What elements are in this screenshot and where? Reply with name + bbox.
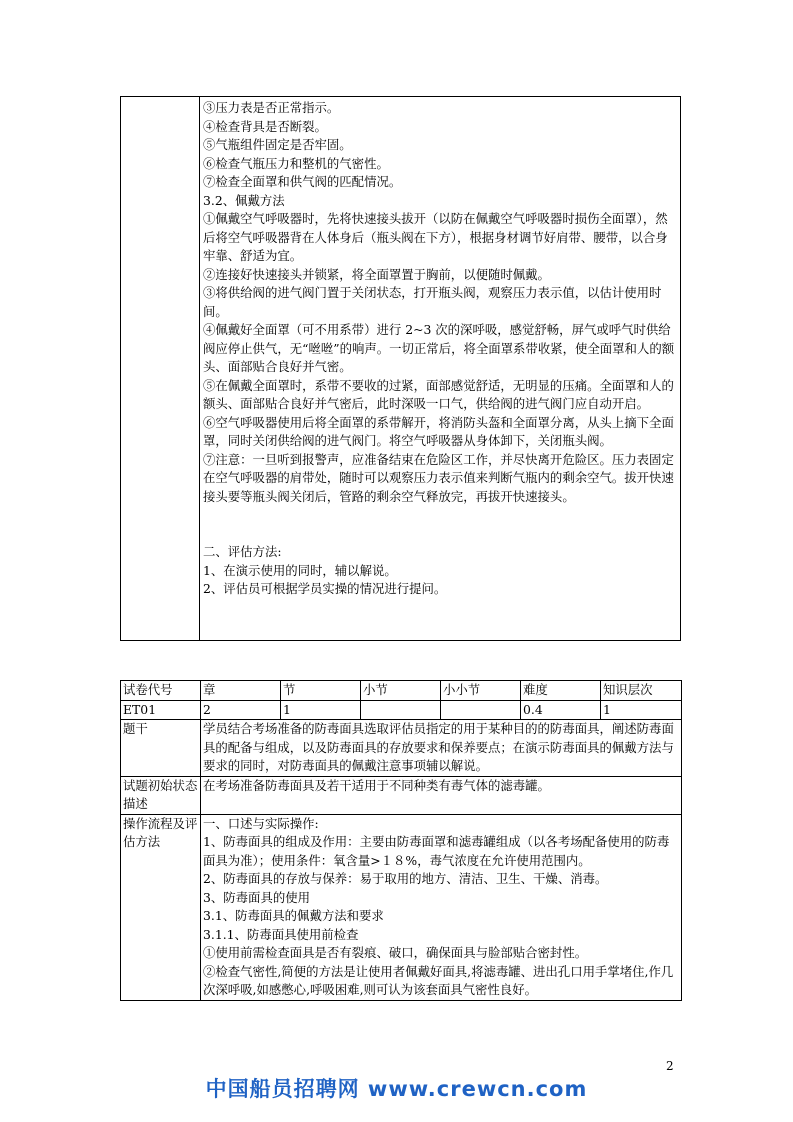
text-paragraph: ②连接好快速接头并锁紧，将全面罩置于胸前，以便随时佩戴。	[203, 266, 550, 282]
procedure-label: 操作流程及评估方法	[121, 814, 201, 1000]
text-paragraph: ③将供给阀的进气阀门置于关闭状态，打开瓶头阀，观察压力表示值，以估计使用时间。	[203, 285, 662, 319]
header-cell: 试卷代号	[121, 681, 201, 701]
text-line: ④检查背具是否断裂。	[203, 118, 327, 134]
text-paragraph: ⑤在佩戴全面罩时，系带不要收的过紧，面部感觉舒适，无明显的压痛。全面罩和人的额头、面部贴合良好并气密后，此时深吸一口气，供给阀的进气阀门应自动开启。	[203, 377, 674, 411]
procedure-line: ②检查气密性,简便的方法是让使用者佩戴好面具,将滤毒罐、进出孔口用手掌堵住,作几次深呼吸,如感憋心,呼吸困难,则可认为该套面具气密性良好。	[203, 963, 674, 997]
code-cell: 1	[601, 700, 682, 720]
top-table-content	[203, 99, 675, 599]
procedure-line: 3.1、防毒面具的佩戴方法和要求	[203, 908, 384, 923]
stem-label: 题干	[121, 720, 201, 777]
procedure-line: 一、口述与实际操作:	[203, 815, 319, 831]
procedure-row	[121, 814, 682, 1000]
code-cell	[361, 700, 441, 720]
assessment-line: 2、评估员可根据学员实操的情况进行提问。	[203, 581, 447, 596]
text-line: ③压力表是否正常指示。	[203, 100, 340, 115]
exam-table	[120, 680, 682, 1001]
procedure-line: 3、防毒面具的使用	[203, 889, 311, 905]
code-cell	[441, 700, 521, 720]
text-paragraph: ⑦注意：一旦听到报警声，应准备结束在危险区工作，并尽快离开危险区。压力表固定在空气呼吸器的肩带处，随时可以观察压力表示值来判断气瓶内的剩余空气。拔开快速接头要等瓶头阀关闭后，管路的剩余空气释放完，再拔开快速接头。	[203, 451, 674, 504]
init-row	[121, 776, 682, 814]
procedure-line: ①使用前需检查面具是否有裂痕、破口，确保面具与脸部贴合密封性。	[203, 945, 588, 960]
code-row	[121, 700, 682, 720]
header-cell: 知识层次	[601, 681, 682, 701]
assessment-title: 二、评估方法:	[203, 544, 282, 559]
column-divider	[199, 97, 200, 640]
code-cell: 0.4	[521, 700, 601, 720]
text-paragraph: ⑥空气呼吸器使用后将全面罩的系带解开，将消防头盔和全面罩分离，从头上摘下全面罩，同时关闭供给阀的进气阀门。将空气呼吸器从身体卸下，关闭瓶头阀。	[203, 414, 674, 448]
assessment-line: 1、在演示使用的同时，辅以解说。	[203, 562, 397, 578]
text-line: ⑥检查气瓶压力和整机的气密性。	[203, 155, 389, 171]
header-cell: 难度	[521, 681, 601, 701]
init-label: 试题初始状态描述	[121, 776, 201, 814]
header-cell: 章	[201, 681, 281, 701]
code-cell: 1	[281, 700, 361, 720]
code-cell: 2	[201, 700, 281, 720]
text-line: ⑦检查全面罩和供气阀的匹配情况。	[203, 174, 402, 189]
procedure-line: 1、防毒面具的组成及作用：主要由防毒面罩和滤毒罐组成（以各考场配备使用的防毒面具为准）；使用条件：氧含量>１８%，毒气浓度在允许使用范围内。	[203, 834, 670, 868]
text-paragraph: ①佩戴空气呼吸器时，先将快速接头拔开（以防在佩戴空气呼吸器时损伤全面罩），然后将空气呼吸器背在人体身后（瓶头阀在下方），根据身材调节好肩带、腰带，以合身牢靠、舒适为宜。	[203, 211, 668, 263]
procedure-line: 2、防毒面具的存放与保养：易于取用的地方、清洁、卫生、干燥、消毒。	[203, 871, 608, 886]
procedure-content	[201, 814, 682, 1000]
procedure-line: 3.1.1、防毒面具使用前检查	[203, 926, 359, 942]
stem-row	[121, 720, 682, 777]
stem-text: 学员结合考场准备的防毒面具选取评估员指定的用于某种目的的防毒面具，阐述防毒面具的配备与组成，以及防毒面具的存放要求和保养要点；在演示防毒面具的佩戴方法与要求的同时，对防毒面具的佩戴注意事项辅以解说。	[201, 720, 682, 777]
code-cell: ET01	[121, 700, 201, 720]
top-table	[120, 96, 681, 641]
section-heading: 3.2、佩戴方法	[203, 192, 285, 208]
header-cell: 小小节	[441, 681, 521, 701]
header-row	[121, 681, 682, 701]
text-paragraph: ④佩戴好全面罩（可不用系带）进行 2~3 次的深呼吸，感觉舒畅，屏气或呼气时供给阀应停止供气，无“咝咝”的响声。一切正常后，将全面罩系带收紧，使全面罩和人的额头、面部贴合良好并气密。	[203, 322, 675, 374]
header-cell: 小节	[361, 681, 441, 701]
page-number: 2	[666, 1059, 674, 1073]
footer-watermark: 中国船员招聘网 www.crewcn.com	[205, 1077, 588, 1101]
init-text: 在考场准备防毒面具及若干适用于不同种类有毒气体的滤毒罐。	[201, 776, 682, 814]
header-cell: 节	[281, 681, 361, 701]
text-line: ⑤气瓶组件固定是否牢固。	[203, 137, 352, 152]
